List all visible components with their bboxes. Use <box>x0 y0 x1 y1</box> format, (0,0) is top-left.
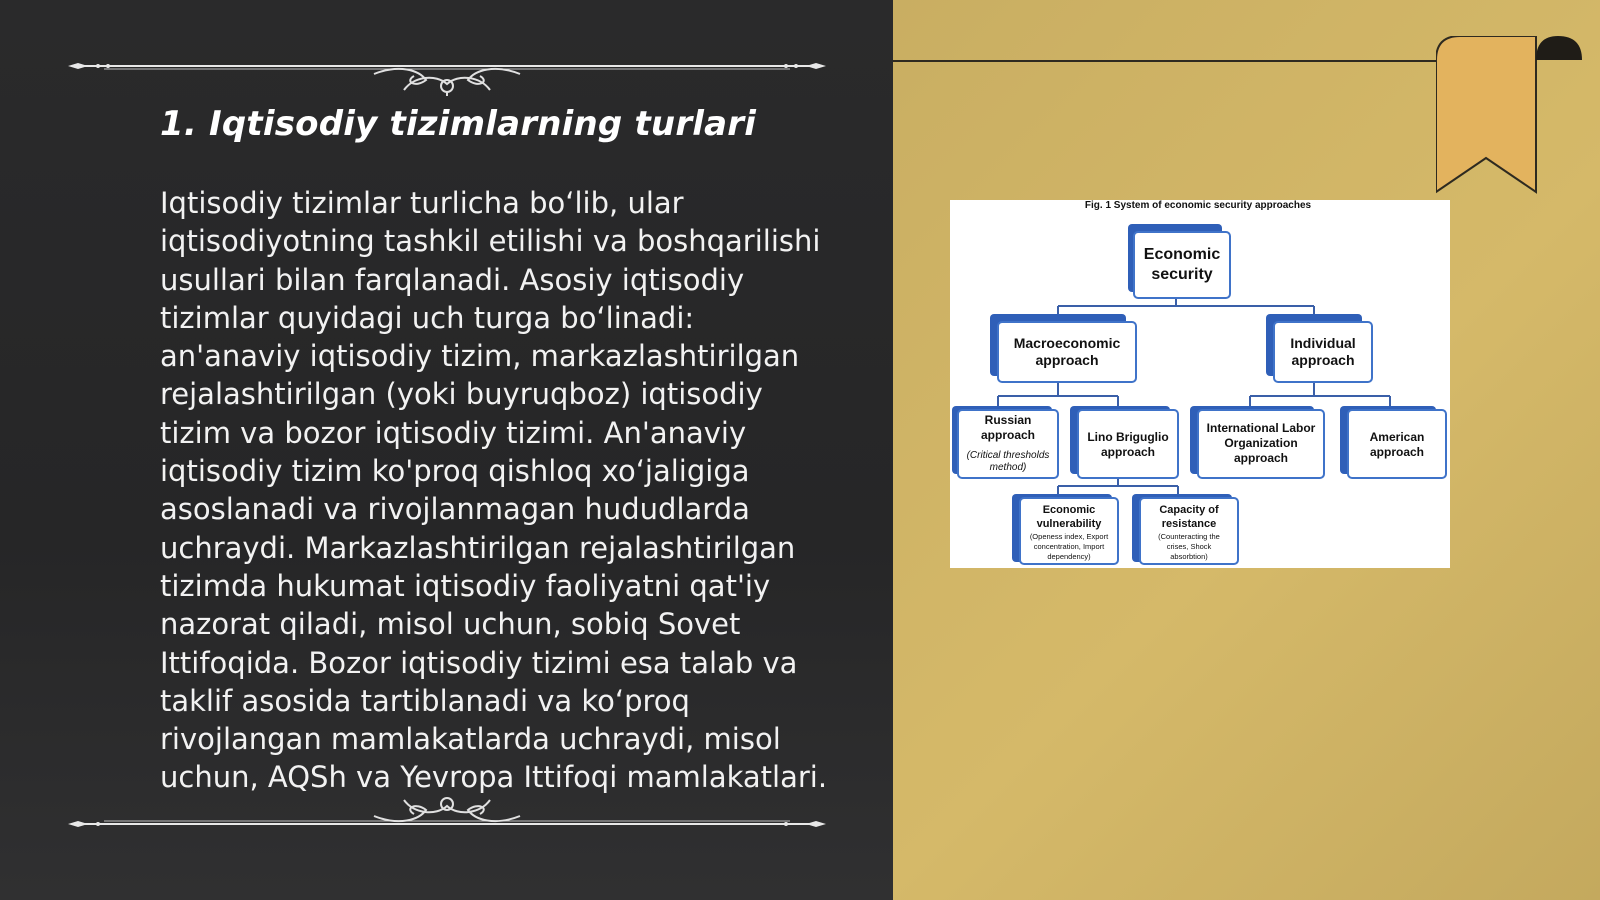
node-label: Economic <box>1143 246 1221 263</box>
header-rule <box>893 60 1439 62</box>
svg-text:Capacity of: Capacity of <box>1159 504 1219 516</box>
node-ilo-approach <box>1190 406 1324 478</box>
node-economic-vulnerability <box>1012 494 1118 564</box>
svg-text:absorbtion): absorbtion) <box>1170 552 1208 561</box>
svg-text:method): method) <box>989 462 1027 473</box>
svg-text:(Openess index, Export: (Openess index, Export <box>1029 532 1109 541</box>
figure-caption: Fig. 1 System of economic security approaches <box>1084 200 1312 211</box>
svg-text:dependency): dependency) <box>1047 552 1091 561</box>
node-individual-approach <box>1266 314 1372 382</box>
economic-security-diagram <box>950 200 1450 568</box>
svg-text:approach: approach <box>1369 445 1425 459</box>
svg-text:Individual: Individual <box>1290 335 1356 351</box>
svg-text:Russian: Russian <box>984 413 1032 427</box>
svg-text:approach: approach <box>1291 352 1355 368</box>
svg-text:Macroeconomic: Macroeconomic <box>1013 335 1121 351</box>
svg-text:approach: approach <box>1100 445 1156 459</box>
svg-text:resistance: resistance <box>1161 518 1217 530</box>
svg-text:International Labor: International Labor <box>1206 421 1316 435</box>
svg-text:(Counteracting the: (Counteracting the <box>1158 532 1220 541</box>
slide-title: 1. Iqtisodiy tizimlarning turlari <box>160 104 757 144</box>
svg-text:approach: approach <box>980 428 1036 442</box>
node-capacity-of-resistance <box>1132 494 1238 564</box>
svg-text:crises, Shock: crises, Shock <box>1166 542 1212 551</box>
node-russian-approach <box>952 406 1058 478</box>
node-economic-security <box>1128 224 1230 298</box>
svg-text:approach: approach <box>1035 352 1099 368</box>
bookmark-ribbon <box>1436 36 1600 200</box>
node-american-approach <box>1340 406 1446 478</box>
node-macroeconomic-approach <box>990 314 1136 382</box>
diagram-canvas <box>950 200 1450 568</box>
top-ornament-divider <box>64 36 830 96</box>
svg-text:concentration, Import: concentration, Import <box>1033 542 1105 551</box>
bottom-ornament-divider <box>64 786 830 846</box>
svg-text:Lino Briguglio: Lino Briguglio <box>1087 430 1169 444</box>
svg-text:American: American <box>1369 430 1425 444</box>
node-label: security <box>1151 266 1213 283</box>
slide-body-text: Iqtisodiy tizimlar turlicha bo‘lib, ular iqtisodiyotning tashkil etilishi va boshqarilishi usullari bilan farqlanadi. Asosiy iqtisodiy tizimlar quyidagi uch turga bo‘linadi: an'anaviy iqtisodiy tizim, markazlashtirilgan rejalashtirilgan (yoki buyruqboz) iqtisodiy tizim va bozor iqtisodiy tizimi. An'anaviy iqtisodiy tizim ko'proq qishloq xo‘jaligiga asoslanadi va rivojlanmagan hududlarda uchraydi. Markazlashtirilgan rejalashtirilgan tizimda hukumat iqtisodiy faoliyatni qat'iy nazorat qiladi, misol uchun, sobiq Sovet Ittifoqida. Bozor iqtisodiy tizimi esa talab va taklif asosida tartiblanadi va ko‘proq rivojlangan mamlakatlarda uchraydi, misol uchun, AQSh va Yevropa Ittifoqi mamlakatlari. <box>160 186 828 795</box>
svg-text:Organization: Organization <box>1224 436 1298 450</box>
svg-text:vulnerability: vulnerability <box>1036 518 1102 530</box>
svg-text:(Critical thresholds: (Critical thresholds <box>966 450 1050 461</box>
svg-text:Economic: Economic <box>1042 504 1096 516</box>
svg-text:approach: approach <box>1233 451 1289 465</box>
node-lino-briguglio-approach <box>1070 406 1178 478</box>
